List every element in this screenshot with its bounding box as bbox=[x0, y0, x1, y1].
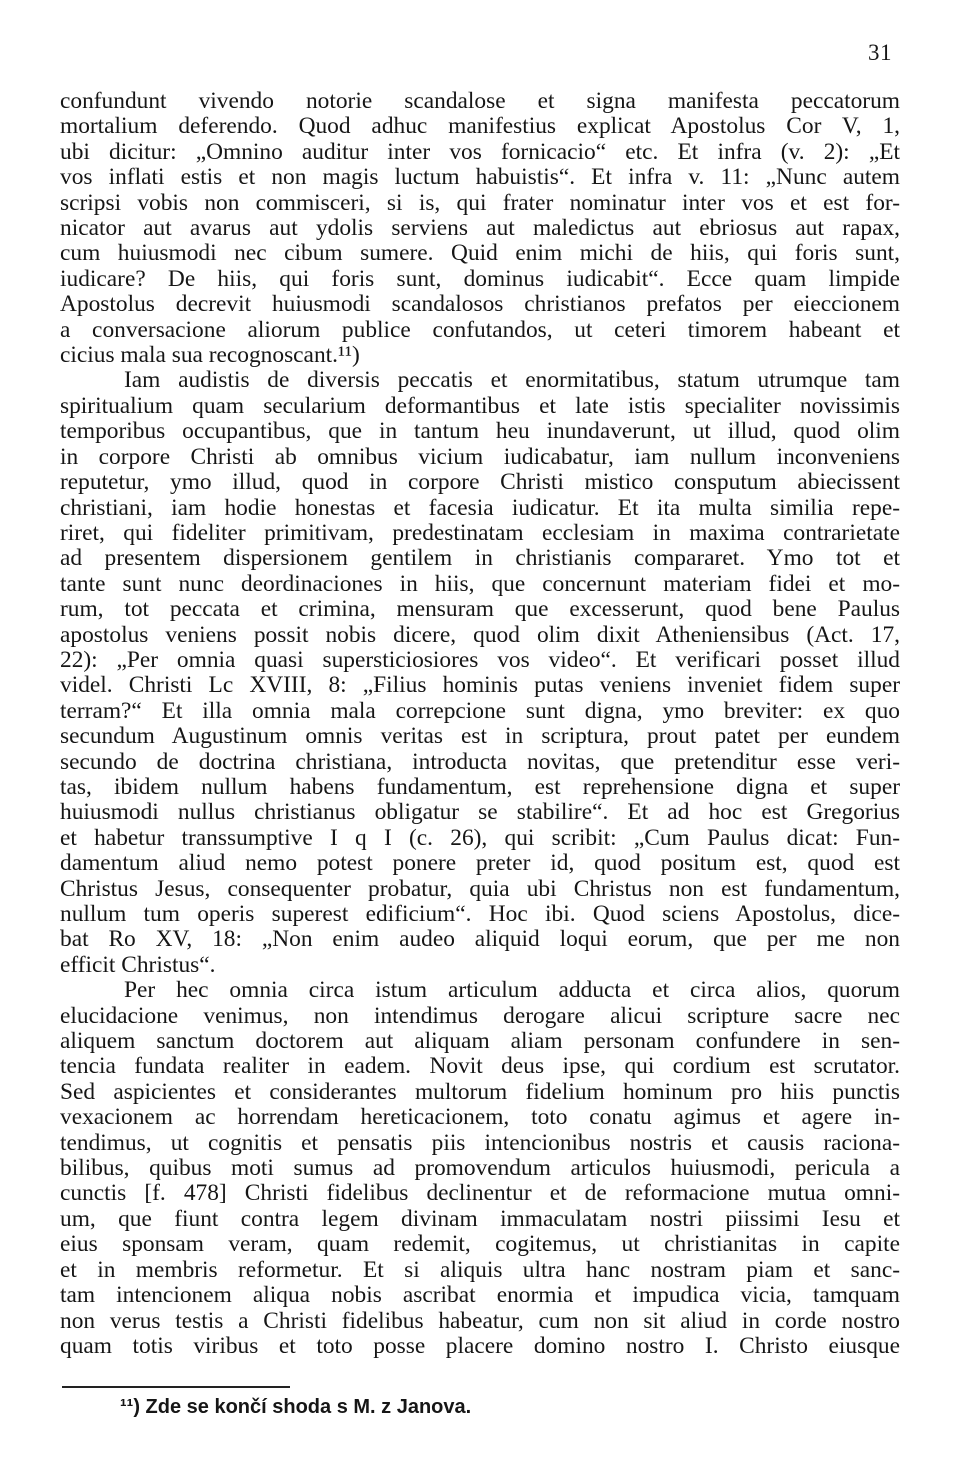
footnote: ¹¹) Zde se končí shoda s M. z Janova. bbox=[120, 1396, 472, 1418]
text-line: ubi dicitur: „Omnino auditur inter vos fornicacio“ etc. Et infra (v. 2): „Et bbox=[60, 138, 900, 165]
text-line: tencia fundata realiter in eadem. Novit deus ipse, qui cordium est scrutator. bbox=[60, 1053, 900, 1080]
text-line: elucidacione venimus, non intendimus derogare alicui scripture sacre nec bbox=[60, 1002, 900, 1029]
text-line: bilibus, quibus moti sumus ad promovendum articulos huiusmodi, pericula a bbox=[60, 1155, 900, 1182]
text-line: non verus testis a Christi fidelibus habeatur, cum non sit aliud in corde nostro bbox=[60, 1307, 900, 1334]
text-line: cum huiusmodi nec cibum sumere. Quid enim michi de hiis, qui foris sunt, bbox=[60, 240, 900, 267]
text-line: cunctis [f. 478] Christi fidelibus declinentur et de reformacione mutua omni- bbox=[60, 1180, 900, 1207]
text-line: et habetur transsumptive I q I (c. 26), qui scribit: „Cum Paulus dicat: Fun- bbox=[60, 824, 900, 851]
text-line: christiani, iam hodie honestas et facesia iudicatur. Et ita multa similia repe- bbox=[60, 494, 900, 521]
body-text bbox=[60, 89, 900, 1359]
text-line: nullum tum operis superest edificium“. Hoc ibi. Quod sciens Apostolus, dice- bbox=[60, 901, 900, 927]
text-line: reputetur, ymo illud, quod in corpore Christi mistico consputum abiecissent bbox=[60, 469, 900, 496]
text-line: tendimus, ut cognitis et pensatis piis intencionibus nostris et causis raciona- bbox=[60, 1129, 900, 1156]
page-number: 31 bbox=[868, 40, 892, 65]
text-line: spiritualium quam secularium deformantibus et late istis specialiter novissimis bbox=[60, 392, 900, 419]
text-line: confundunt vivendo notorie scandalose et signa manifesta peccatorum bbox=[60, 88, 900, 114]
text-line: eius sponsam veram, quam redemit, cogitemus, ut christianitas in capite bbox=[60, 1231, 900, 1258]
text-line: Apostolus decrevit huiusmodi scandalosos christianos prefatos per eieccionem bbox=[60, 291, 900, 318]
footnote-divider bbox=[62, 1386, 290, 1388]
text-line: iudicare? De hiis, qui foris sunt, dominus iudicabit“. Ecce quam limpide bbox=[60, 265, 900, 292]
text-line: Christus Jesus, consequenter probatur, quia ubi Christus non est fundamentum, bbox=[60, 875, 900, 902]
text-line: terram?“ Et illa omnia mala correpcione sunt digna, ymo breviter: ex quo bbox=[60, 697, 900, 724]
text-line: secundum Augustinum omnis veritas est in scriptura, prout patet per eundem bbox=[60, 723, 900, 750]
text-line: Per hec omnia circa istum articulum adducta et circa alios, quorum bbox=[124, 977, 900, 1004]
text-line: Iam audistis de diversis peccatis et enormitatibus, statum utrumque tam bbox=[124, 367, 900, 394]
text-line: tas, ibidem nullum habens fundamentum, est reprehensione digna et super bbox=[60, 773, 900, 800]
text-line: apostolus veniens possit nobis dicere, quod olim dixit Atheniensibus (Act. 17, bbox=[60, 621, 900, 648]
text-line: ad presentem dispersionem gentilem in christianis compararet. Ymo tot et bbox=[60, 545, 900, 572]
text-line: huiusmodi nullus christianus obligatur se stabilire“. Et ad hoc est Gregorius bbox=[60, 799, 900, 826]
text-line: in corpore Christi ab omnibus vicium iudicabatur, iam nullum inconveniens bbox=[60, 443, 900, 470]
text-line: cicius mala sua recognoscant.¹¹) bbox=[60, 342, 360, 369]
text-line: um, que fiunt contra legem divinam immaculatam nostri piissimi Iesu et bbox=[60, 1205, 900, 1232]
text-line: bat Ro XV, 18: „Non enim audeo aliquid loqui eorum, que per me non bbox=[60, 926, 900, 953]
text-line: nicator aut avarus aut ydolis serviens aut maledictus aut ebriosus aut rapax, bbox=[60, 215, 900, 242]
text-line: quam totis viribus et toto posse placere domino nostro I. Christo eiusque bbox=[60, 1332, 900, 1359]
text-line: a conversacione aliorum publice confutandos, ut ceteri timorem habeant et bbox=[60, 316, 900, 343]
text-line: scripsi vobis non commisceri, si is, qui frater nominatur inter vos et est for- bbox=[60, 189, 900, 216]
text-line: et in membris reformetur. Et si aliquis ultra hanc nostram piam et sanc- bbox=[60, 1256, 900, 1283]
text-line: mortalium deferendo. Quod adhuc manifestius explicat Apostolus Cor V, 1, bbox=[60, 113, 900, 140]
text-line: secundo de doctrina christiana, introducta novitas, que pretenditur esse veri- bbox=[60, 748, 900, 775]
text-line: temporibus occupantibus, que in tantum heu inundaverunt, ut illud, quod olim bbox=[60, 418, 900, 445]
text-line: videl. Christi Lc XVIII, 8: „Filius hominis putas veniens inveniet fidem super bbox=[60, 672, 900, 699]
text-line: vexacionem ac horrendam hereticacionem, toto conatu agimus et agere in- bbox=[60, 1104, 900, 1131]
text-line: rum, tot peccata et crimina, mensuram que excesserunt, quod bene Paulus bbox=[60, 596, 900, 623]
text-line: aliquem sanctum doctorem aut aliquam aliam personam confundere in sen- bbox=[60, 1028, 900, 1055]
text-line: efficit Christus“. bbox=[60, 951, 216, 978]
text-line: 22): „Per omnia quasi supersticiosiores vos video“. Et verificari posset illud bbox=[60, 646, 900, 673]
text-line: Sed aspicientes et considerantes multorum fidelium hominum pro hiis punctis bbox=[60, 1078, 900, 1105]
text-line: riret, qui fideliter primitivam, predestinatam ecclesiam in maxima contrarietate bbox=[60, 519, 900, 546]
text-line: vos inflati estis et non magis luctum habuistis“. Et infra v. 11: „Nunc autem bbox=[60, 164, 900, 191]
text-line: tante sunt nunc deordinaciones in hiis, que concernunt materiam fidei et mo- bbox=[60, 570, 900, 597]
text-line: damentum aliud nemo potest ponere preter id, quod positum est, quod est bbox=[60, 850, 900, 877]
text-line: tam intencionem aliqua nobis ascribat enormia et impudica vicia, tamquam bbox=[60, 1282, 900, 1309]
